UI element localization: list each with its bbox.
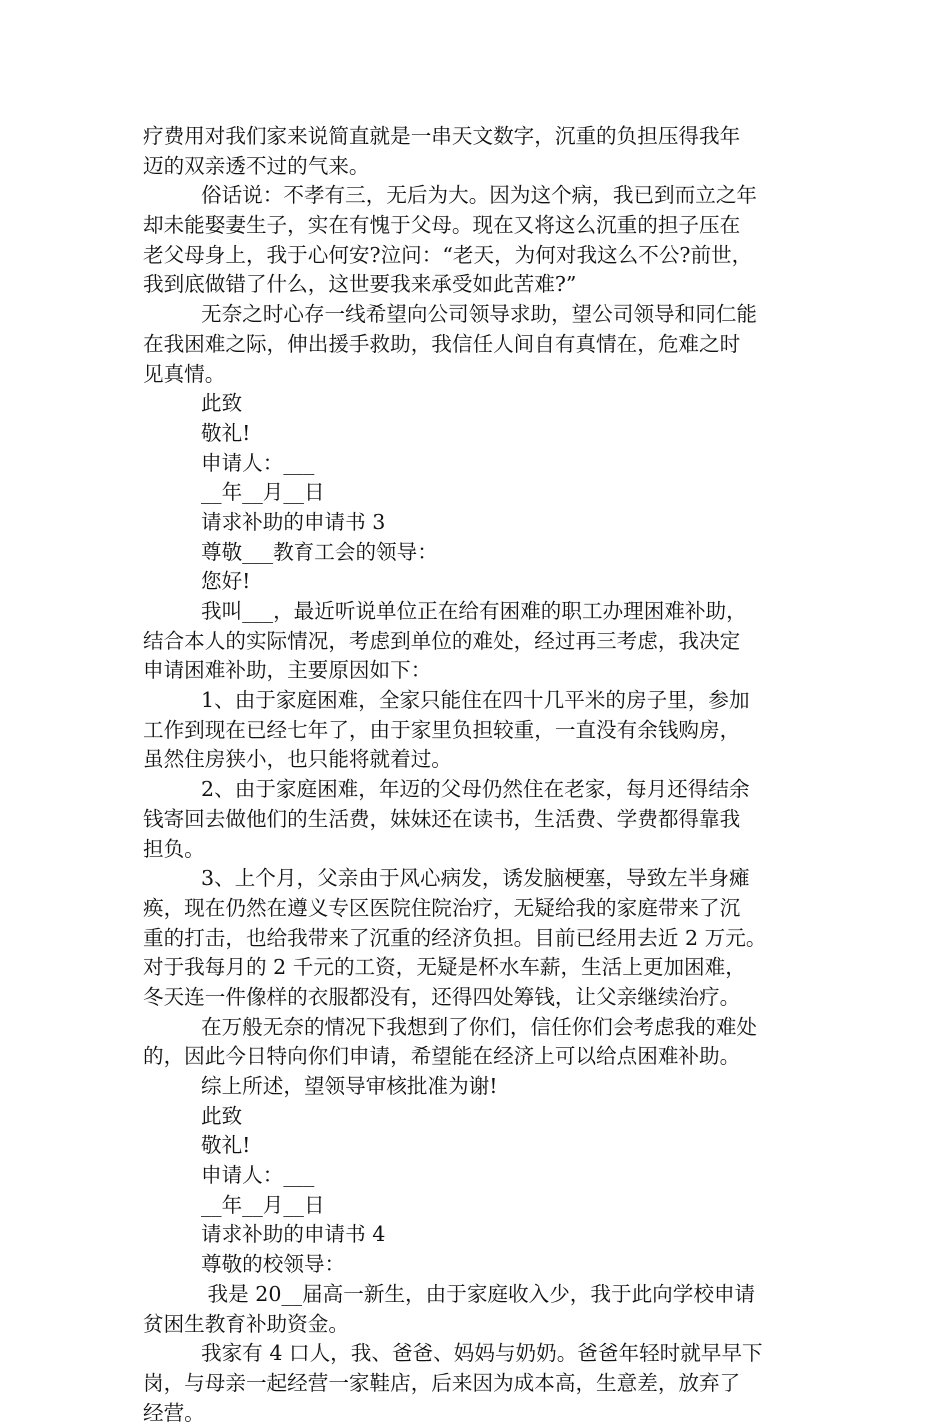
text-line: 见真情。 [143,361,226,386]
text-line: 申请困难补助，主要原因如下： [143,658,432,683]
text-line: 冬天连一件像样的衣服都没有，还得四处筹钱，让父亲继续治疗。 [143,984,741,1009]
salutation-line: 尊敬的校领导： [201,1252,346,1277]
paragraph-start-line: 无奈之时心存一线希望向公司领导求助，望公司领导和同仁能 [201,302,758,327]
paragraph-start-line: 我叫___，最近听说单位正在给有困难的职工办理困难补助， [201,599,747,623]
text-line: 却未能娶妻生子，实在有愧于父母。现在又将这么沉重的担子压在 [143,213,741,238]
text-line: 我到底做错了什么，这世要我来承受如此苦难?” [143,272,577,297]
date-line: __年__月__日 [201,480,325,505]
text-line: 疗费用对我们家来说简直就是一串天文数字，沉重的负担压得我年 [143,124,741,148]
text-line: 老父母身上，我于心何安?泣问：“老天，为何对我这么不公?前世， [143,242,753,267]
applicant-line: 申请人：___ [201,1163,315,1188]
paragraph-start-line: 2、由于家庭困难，年迈的父母仍然住在老家，每月还得结余 [201,777,750,802]
text-line: 经营。 [143,1400,205,1425]
paragraph-start-line: 我是 20__届高一新生，由于家庭收入少，我于此向学校申请 [201,1281,756,1306]
closing-line: 此致 [201,1103,243,1128]
paragraph-start-line: 3、上个月，父亲由于风心病发，诱发脑梗塞，导致左半身瘫 [201,866,750,891]
closing-line: 此致 [201,391,243,416]
text-line: 痪，现在仍然在遵义专区医院住院治疗，无疑给我的家庭带来了沉 [143,895,741,920]
text-line: 迈的双亲透不过的气来。 [143,153,370,178]
text-line: 贫困生教育补助资金。 [143,1311,349,1336]
text-line: 虽然住房狭小，也只能将就着过。 [143,747,452,772]
text-line: 担负。 [143,836,205,861]
paragraph-start-line: 在万般无奈的情况下我想到了你们，信任你们会考虑我的难处 [201,1014,758,1039]
text-line: 钱寄回去做他们的生活费，妹妹还在读书，生活费、学费都得靠我 [143,806,741,831]
paragraph-start-line: 综上所述，望领导审核批准为谢! [201,1074,498,1098]
salutation-line: 尊敬___教育工会的领导： [201,539,438,564]
applicant-line: 申请人：___ [201,450,315,475]
text-line: 的，因此今日特向你们申请，希望能在经济上可以给点困难补助。 [143,1044,741,1069]
paragraph-start-line: 1、由于家庭困难，全家只能住在四十几平米的房子里，参加 [201,688,750,713]
text-line: 岗，与母亲一起经营一家鞋店，后来因为成本高，生意差，放弃了 [143,1370,741,1395]
greeting-line: 您好! [201,569,251,594]
section-title: 请求补助的申请书 3 [201,509,386,534]
date-line: __年__月__日 [201,1192,325,1217]
closing-line: 敬礼! [201,1133,251,1158]
text-line: 在我困难之际，伸出援手救助，我信任人间自有真情在，危难之时 [143,331,741,356]
text-line: 对于我每月的 2 千元的工资，无疑是杯水车薪，生活上更加困难， [143,955,746,980]
paragraph-start-line: 俗话说：不孝有三，无后为大。因为这个病，我已到而立之年 [201,183,758,208]
text-line: 结合本人的实际情况，考虑到单位的难处，经过再三考虑，我决定 [143,628,741,653]
text-line: 重的打击，也给我带来了沉重的经济负担。目前已经用去近 2 万元。 [143,925,767,950]
text-line: 工作到现在已经七年了，由于家里负担较重，一直没有余钱购房， [143,717,741,742]
closing-line: 敬礼! [201,420,251,445]
section-title: 请求补助的申请书 4 [201,1222,386,1247]
document-page [143,122,827,1428]
paragraph-start-line: 我家有 4 口人，我、爸爸、妈妈与奶奶。爸爸年轻时就早早下 [201,1341,763,1366]
